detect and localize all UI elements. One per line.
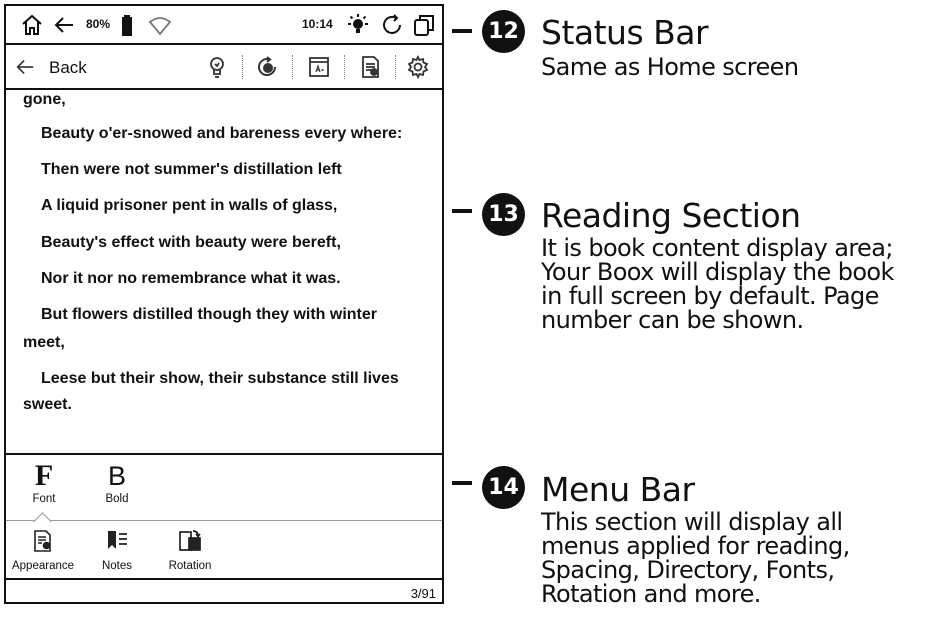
bold-glyph: B: [107, 461, 126, 491]
text-line: meet,: [23, 334, 65, 351]
bold-button[interactable]: [97, 461, 137, 505]
status-bar: [6, 6, 442, 45]
rotation-label: Rotation: [168, 560, 212, 572]
notes-icon: [92, 529, 142, 558]
callout-line: [452, 209, 472, 213]
text-line: Beauty's effect with beauty were bereft,: [41, 234, 341, 251]
toolbar-divider: [292, 55, 293, 79]
battery-icon: [117, 13, 141, 37]
callout-title: Status Bar: [541, 13, 709, 52]
home-icon[interactable]: [20, 13, 44, 37]
back-button[interactable]: Back: [49, 58, 87, 77]
notes-label: Notes: [101, 560, 133, 572]
battery-percent: 80%: [86, 17, 111, 31]
callout-badge: 13: [482, 193, 525, 236]
callout-description: Same as Home screen: [541, 53, 799, 81]
text-line: A liquid prisoner pent in walls of glass,: [41, 197, 338, 214]
text-line: gone,: [23, 91, 66, 108]
appearance-label: Appearance: [11, 560, 75, 572]
callout-badge: 14: [482, 466, 525, 509]
callout-title: Reading Section: [541, 196, 801, 235]
reading-section[interactable]: [6, 90, 442, 455]
notes-button[interactable]: [92, 529, 142, 572]
text-line: Then were not summer's distillation left: [41, 161, 342, 178]
refresh-mode-icon[interactable]: [255, 55, 279, 79]
text-line: sweet.: [23, 396, 72, 413]
text-line: Nor it nor no remembrance what it was.: [41, 270, 341, 287]
settings-icon[interactable]: [406, 55, 430, 79]
lightbulb-icon[interactable]: [205, 55, 229, 79]
font-button[interactable]: [24, 461, 64, 505]
rotation-icon: [162, 529, 218, 558]
dictionary-icon[interactable]: [307, 55, 331, 79]
wifi-icon[interactable]: [148, 13, 172, 37]
toc-icon[interactable]: [358, 55, 382, 79]
text-line: But flowers distilled though they with winter: [41, 306, 377, 323]
bold-label: Bold: [105, 493, 129, 505]
callout-badge: 12: [482, 10, 525, 53]
back-arrow-icon[interactable]: [14, 56, 36, 78]
font-submenu: [6, 455, 442, 521]
reader-toolbar: [6, 45, 442, 90]
callout-description: This section will display all menus applied for reading, Spacing, Directory, Fonts, Rotation and more.: [541, 508, 850, 608]
font-label: Font: [32, 493, 56, 505]
clock: 10:14: [302, 17, 333, 31]
text-line: Beauty o'er-snowed and bareness every where:: [41, 125, 403, 142]
page-number: 3/91: [410, 586, 436, 601]
text-line: Leese but their show, their substance still lives: [41, 370, 399, 387]
menu-bar: [6, 521, 442, 580]
appearance-button[interactable]: [6, 529, 80, 572]
refresh-icon[interactable]: [380, 13, 404, 37]
rotation-button[interactable]: [162, 529, 218, 572]
back-arrow-icon[interactable]: [52, 13, 76, 37]
callout-title: Menu Bar: [541, 470, 695, 509]
toolbar-divider: [242, 55, 243, 79]
appearance-icon: [6, 529, 80, 558]
toolbar-divider: [344, 55, 345, 79]
callout-description: It is book content display area; Your Boox will display the book in full screen by default. Page number can be shown.: [541, 234, 894, 334]
font-glyph: F: [34, 459, 54, 492]
ereader-screen: [4, 4, 444, 604]
callout-line: [452, 29, 472, 33]
page-bar: [6, 580, 442, 602]
toolbar-divider: [395, 55, 396, 79]
frontlight-icon[interactable]: [346, 13, 370, 37]
multitask-icon[interactable]: [412, 13, 436, 37]
callout-line: [452, 481, 472, 485]
